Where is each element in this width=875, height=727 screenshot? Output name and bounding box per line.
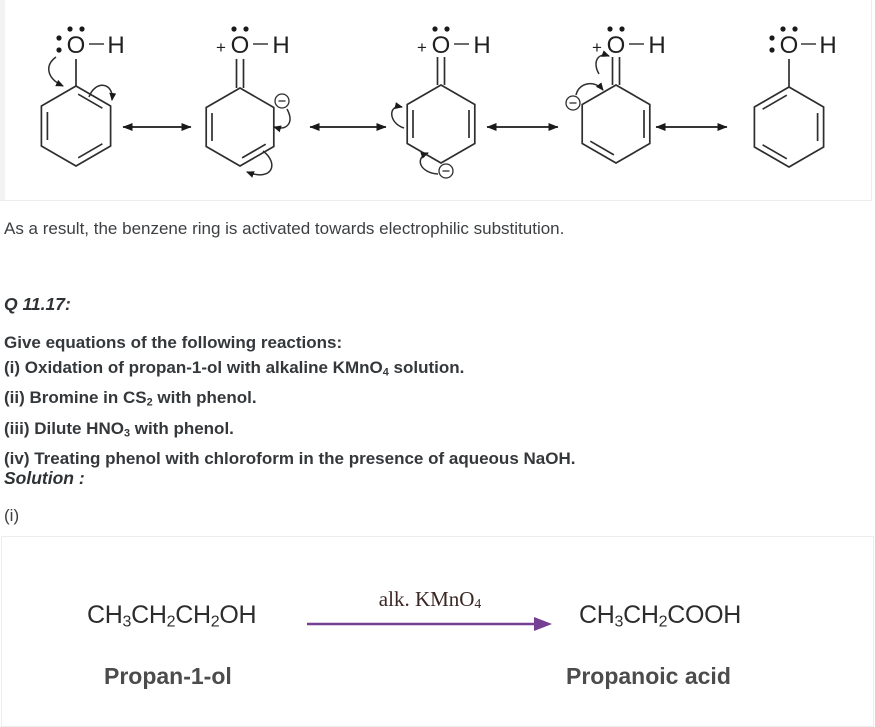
product-name: Propanoic acid (566, 663, 731, 689)
oxygen-label: O (66, 32, 86, 59)
solution-part-label: (i) (4, 506, 20, 525)
electron-arrow-icon (274, 109, 290, 128)
plus-charge-label: + (592, 38, 602, 57)
hydrogen-label: H (272, 32, 290, 59)
benzene-ring (41, 86, 110, 166)
electron-arrow-icon (49, 57, 63, 86)
lone-pair-dot (243, 26, 248, 31)
lone-pair-dot (780, 26, 785, 31)
question-intro: Give equations of the following reactions: (4, 333, 343, 352)
question-item-ii: (ii) Bromine in $CS_2$ with phenol. (4, 388, 257, 409)
question-item-iii: (iii) Dilute $HNO_3$ with phenol. (4, 418, 234, 440)
electron-arrow-icon (576, 84, 603, 95)
plus-charge-label: + (216, 38, 226, 57)
cyclohexadiene-ring (206, 88, 274, 166)
result-paragraph: As a result, the benzene ring is activated towards electrophilic substitution. (4, 219, 565, 238)
lone-pair-dot (769, 47, 774, 52)
lone-pair-dot (769, 35, 774, 40)
figure-bottom-edge (0, 200, 872, 201)
oxygen-label: O (230, 32, 250, 59)
double-bond (763, 145, 787, 159)
resonance-structure-5 (754, 26, 836, 167)
solution-label: Solution : (4, 468, 85, 488)
cyclohexadiene-ring (407, 85, 475, 163)
lone-pair-dot (231, 26, 236, 31)
reaction-arrow-icon (307, 616, 553, 634)
lone-pair-dot (607, 26, 612, 31)
question-item-iv: (iv) Treating phenol with chloroform in the presence of aqueous NaOH. (4, 449, 576, 469)
oxygen-label: O (779, 32, 799, 59)
oxygen-label: O (431, 32, 451, 59)
electron-arrow-icon (89, 85, 112, 100)
hydrogen-label: H (648, 32, 666, 59)
question-number: Q 11.17: (4, 294, 71, 314)
reaction-arrow-group (307, 587, 553, 639)
hydrogen-label: H (107, 32, 125, 59)
hydrogen-label: H (473, 32, 491, 59)
resonance-structure-4 (566, 26, 666, 163)
lone-pair-dot (432, 26, 437, 31)
hydrogen-label: H (819, 32, 837, 59)
double-bond (763, 95, 787, 109)
question-item-i: (i) Oxidation of propan-1-ol with alkaline KMnO$_4$ solution. (4, 358, 465, 379)
electron-arrow-icon (392, 107, 404, 128)
lone-pair-dot (792, 26, 797, 31)
reaction-condition-label: alk. KMnO4 (378, 587, 482, 612)
lone-pair-dot (619, 26, 624, 31)
plus-charge-label: + (417, 38, 427, 57)
figure-left-edge (0, 0, 5, 201)
lone-pair-dot (56, 47, 61, 52)
lone-pair-dot (79, 26, 84, 31)
reactant-formula: $CH_3CH_2CH_2OH$ (87, 601, 257, 631)
resonance-structure-3 (392, 26, 491, 178)
figure-right-edge (871, 0, 872, 200)
resonance-figure-canvas (0, 0, 875, 202)
equation-figure (1, 536, 874, 727)
lone-pair-dot (444, 26, 449, 31)
resonance-structure-1 (41, 26, 124, 166)
double-bond (242, 144, 266, 158)
reactant-name: Propan-1-ol (104, 663, 232, 689)
benzene-ring (754, 87, 823, 167)
cyclohexadiene-ring (582, 85, 650, 163)
resonance-structure-2 (206, 26, 290, 174)
product-formula: $CH_3CH_2COOH$ (579, 601, 742, 631)
lone-pair-dot (67, 26, 72, 31)
resonance-figure (0, 0, 875, 201)
double-bond (590, 141, 614, 155)
question-block (4, 330, 575, 471)
double-bond (78, 144, 102, 158)
double-bond (78, 94, 102, 108)
oxygen-label: O (606, 32, 626, 59)
lone-pair-dot (56, 35, 61, 40)
